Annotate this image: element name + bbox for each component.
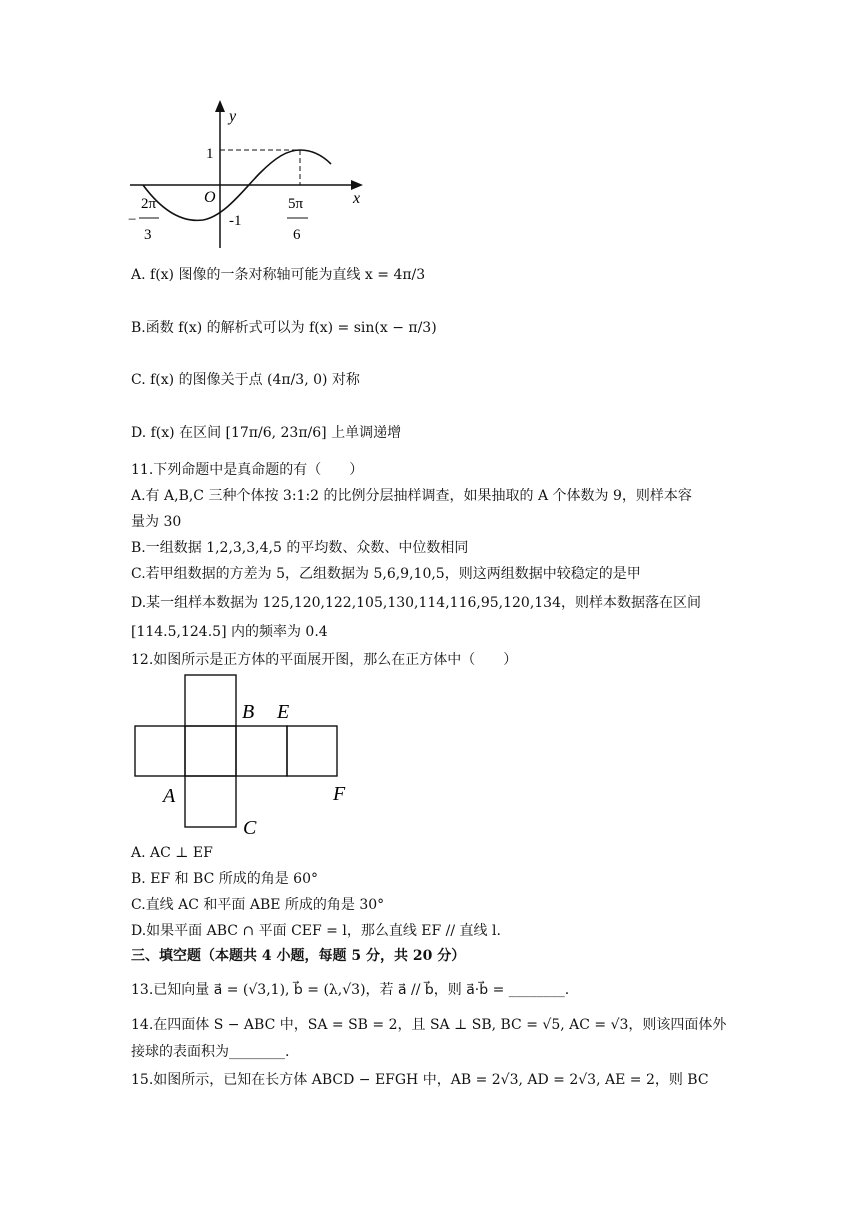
q11-option-d-line2: [114.5,124.5] 内的频率为 0.4: [131, 624, 328, 640]
x-left-sign: −: [128, 212, 137, 228]
q11-option-a-line1: A.有 A,B,C 三种个体按 3:1:2 的比例分层抽样调查，如果抽取的 A 个体数为 9，则样本容: [131, 488, 692, 504]
q13-text: 13.已知向量 a⃗ = (√3,1), b⃗ = (λ,√3)，若 a⃗ // b⃗，则 a⃗·b⃗ = ________.: [131, 982, 570, 998]
net-face-middle-1: [135, 726, 185, 776]
q10-option-c: [131, 368, 360, 392]
x-right-denominator: 6: [293, 227, 301, 243]
q10-option-d: [131, 421, 401, 445]
q10-option-b-text: B.函数 f(x) 的解析式可以为 f(x) = sin(x − π/3): [131, 320, 437, 336]
x-left-denominator: 3: [144, 227, 152, 243]
y-axis-arrow: [215, 100, 225, 112]
net-label-c: C: [243, 817, 257, 839]
x-axis-label: x: [353, 190, 361, 207]
q12-option-c: C.直线 AC 和平面 ABE 所成的角是 30°: [131, 897, 385, 913]
y-min-label: -1: [229, 213, 242, 229]
x-left-numerator: 2π: [141, 196, 157, 212]
net-label-f: F: [333, 783, 346, 805]
net-face-bottom: [185, 776, 236, 827]
y-axis-label: y: [229, 108, 237, 125]
q10-option-b: [131, 316, 437, 340]
q12-option-a: A. AC ⊥ EF: [131, 845, 213, 861]
function-graph: [125, 98, 375, 248]
net-label-b: B: [242, 701, 255, 723]
net-face-middle-4: [287, 726, 337, 776]
q15-line1: 15.如图所示，已知在长方体 ABCD − EFGH 中，AB = 2√3, AD = 2√3, AE = 2，则 BC: [131, 1072, 709, 1088]
x-right-numerator: 5π: [288, 196, 304, 212]
q10-option-a-text: A. f(x) 图像的一条对称轴可能为直线 x = 4π/3: [131, 267, 426, 283]
q12-stem: 12.如图所示是正方体的平面展开图，那么在正方体中（ ）: [131, 652, 518, 668]
q11-option-a-line2: 量为 30: [131, 514, 182, 530]
net-face-middle-2: [185, 726, 236, 776]
q12-option-b: B. EF 和 BC 所成的角是 60°: [131, 871, 318, 887]
q11-option-d-line1: D.某一组样本数据为 125,120,122,105,130,114,116,95,120,134，则样本数据落在区间: [131, 595, 701, 611]
net-label-a: A: [163, 785, 176, 807]
q10-option-c-text: C. f(x) 的图像关于点 (4π/3, 0) 对称: [131, 372, 360, 388]
net-label-e: E: [277, 701, 290, 723]
q14-line2: 接球的表面积为________.: [131, 1044, 290, 1060]
x-axis-arrow: [351, 180, 363, 190]
q10-option-d-text: D. f(x) 在区间 [17π/6, 23π/6] 上单调递增: [131, 425, 402, 441]
origin-label: O: [204, 189, 216, 206]
q11-option-b: B.一组数据 1,2,3,3,4,5 的平均数、众数、中位数相同: [131, 540, 469, 556]
q11-stem: 11.下列命题中是真命题的有（ ）: [131, 462, 364, 478]
q12-option-d: D.如果平面 ABC ∩ 平面 CEF = l，那么直线 EF // 直线 l.: [131, 923, 501, 939]
q11-option-c: C.若甲组数据的方差为 5，乙组数据为 5,6,9,10,5，则这两组数据中较稳定的是甲: [131, 566, 641, 582]
section-3-title: 三、填空题（本题共 4 小题，每题 5 分，共 20 分）: [131, 948, 466, 964]
net-face-top: [185, 675, 236, 726]
q14-line1: 14.在四面体 S − ABC 中，SA = SB = 2，且 SA ⊥ SB, BC = √5, AC = √3，则该四面体外: [131, 1017, 727, 1033]
cube-net-diagram: [130, 670, 370, 842]
net-face-middle-3: [236, 726, 287, 776]
y-max-label: 1: [206, 146, 214, 162]
q10-option-a: [131, 263, 425, 287]
